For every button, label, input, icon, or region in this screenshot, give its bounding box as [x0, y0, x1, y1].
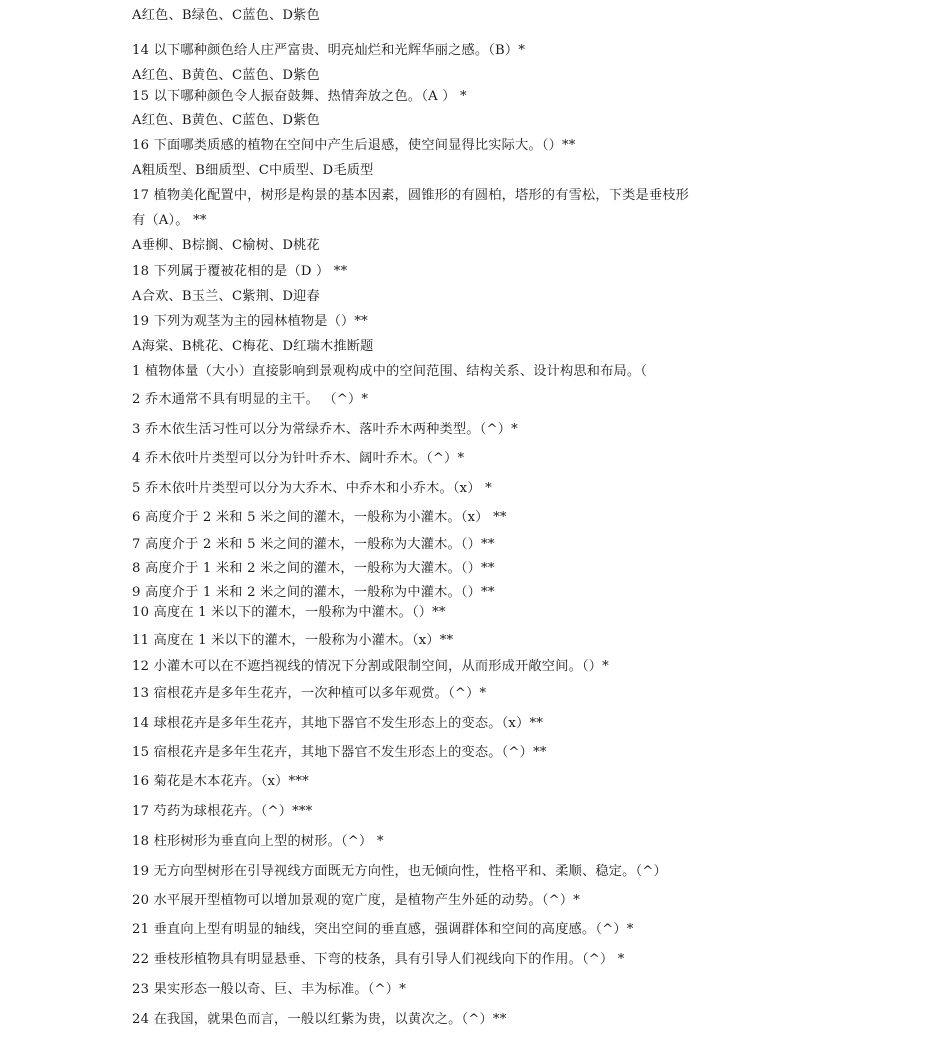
text-line: 9 高度介于 1 米和 2 米之间的灌木，一般称为中灌木。（）**: [132, 585, 495, 600]
text-line: 2 乔木通常不具有明显的主干。 （^）*: [132, 392, 369, 407]
text-line: 21 垂直向上型有明显的轴线，突出空间的垂直感，强调群体和空间的高度感。（^）*: [132, 922, 634, 937]
text-line: 20 水平展开型植物可以增加景观的宽广度，是植物产生外延的动势。（^）*: [132, 893, 581, 908]
text-line: A海棠、B桃花、C梅花、D红瑞木推断题: [132, 339, 374, 354]
text-line: 15 宿根花卉是多年生花卉，其地下器官不发生形态上的变态。（^）**: [132, 745, 547, 760]
text-line: 10 高度在 1 米以下的灌木，一般称为中灌木。（）**: [132, 605, 446, 620]
text-line: 22 垂枝形植物具有明显悬垂、下弯的枝条，具有引导人们视线向下的作用。（^） *: [132, 952, 625, 967]
text-line: 16 下面哪类质感的植物在空间中产生后退感，使空间显得比实际大。（）**: [132, 138, 576, 153]
text-line: A红色、B黄色、C蓝色、D紫色: [132, 113, 320, 128]
text-line: 17 植物美化配置中，树形是构景的基本因素，圆锥形的有圆柏，塔形的有雪松，下类是垂枝形: [132, 188, 690, 203]
text-line: 5 乔木依叶片类型可以分为大乔木、中乔木和小乔木。（x） *: [132, 481, 492, 496]
text-line: 有（A）。 **: [132, 213, 207, 228]
text-line: 3 乔木依生活习性可以分为常绿乔木、落叶乔木两种类型。（^）*: [132, 422, 518, 437]
text-line: 18 下列属于覆被花相的是（D ） **: [132, 264, 348, 279]
text-line: 12 小灌木可以在不遮挡视线的情况下分割或限制空间，从而形成开敞空间。（）*: [132, 659, 609, 674]
text-line: 1 植物体量（大小）直接影响到景观构成中的空间范围、结构关系、设计构思和布局。（: [132, 364, 648, 379]
text-line: 23 果实形态一般以奇、巨、丰为标准。（^）*: [132, 982, 406, 997]
text-line: A红色、B绿色、C蓝色、D紫色: [132, 8, 320, 23]
text-line: 14 以下哪种颜色给人庄严富贵、明亮灿烂和光辉华丽之感。（B）*: [132, 43, 526, 58]
text-line: 17 芍药为球根花卉。（^）***: [132, 804, 313, 819]
text-line: 18 柱形树形为垂直向上型的树形。（^） *: [132, 834, 384, 849]
text-line: 13 宿根花卉是多年生花卉，一次种植可以多年观赏。（^）*: [132, 686, 487, 701]
text-line: 16 菊花是木本花卉。（x）***: [132, 774, 309, 789]
text-line: 15 以下哪种颜色令人振奋鼓舞、热情奔放之色。（A ） *: [132, 89, 467, 104]
text-line: A垂柳、B棕搁、C榆树、D桃花: [132, 238, 320, 253]
text-line: 6 高度介于 2 米和 5 米之间的灌木，一般称为小灌木。（x） **: [132, 510, 507, 525]
text-line: A粗质型、B细质型、C中质型、D毛质型: [132, 163, 374, 178]
text-line: 11 高度在 1 米以下的灌木，一般称为小灌木。（x）**: [132, 633, 454, 648]
text-line: 24 在我国，就果色而言，一般以红紫为贵，以黄次之。（^）**: [132, 1012, 507, 1027]
text-line: 19 无方向型树形在引导视线方面既无方向性，也无倾向性，性格平和、柔顺、稳定。（^）: [132, 864, 667, 879]
text-line: A合欢、B玉兰、C紫荆、D迎春: [132, 289, 320, 304]
text-line: 4 乔木依叶片类型可以分为针叶乔木、阔叶乔木。（^）*: [132, 451, 465, 466]
text-line: 7 高度介于 2 米和 5 米之间的灌木，一般称为大灌木。（）**: [132, 537, 495, 552]
text-line: 19 下列为观茎为主的园林植物是（）**: [132, 314, 368, 329]
text-line: A红色、B黄色、C蓝色、D紫色: [132, 68, 320, 83]
text-line: 14 球根花卉是多年生花卉，其地下器官不发生形态上的变态。（x）**: [132, 716, 544, 731]
text-line: 8 高度介于 1 米和 2 米之间的灌木，一般称为大灌木。（）**: [132, 561, 495, 576]
